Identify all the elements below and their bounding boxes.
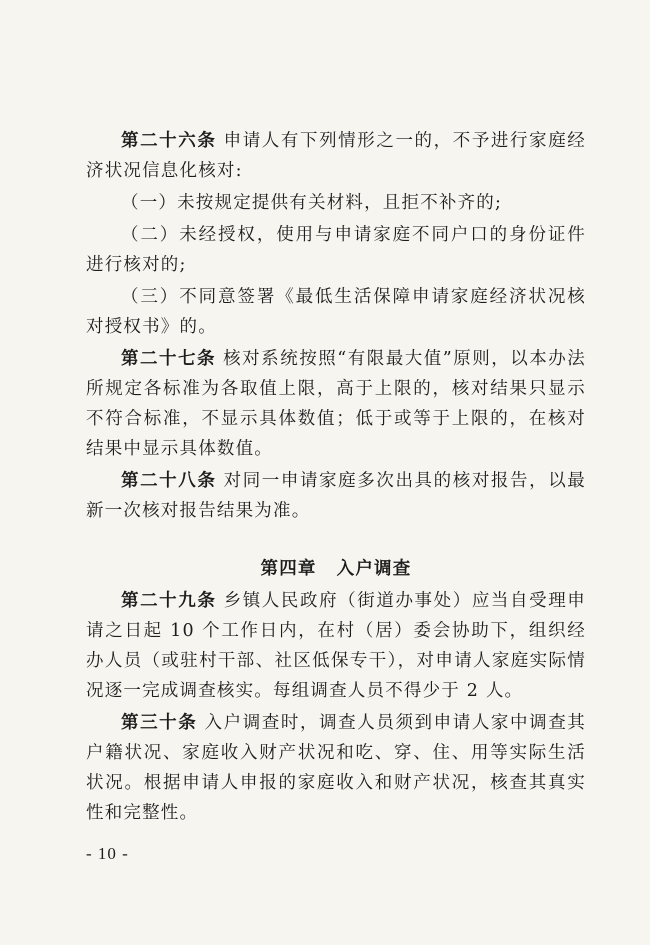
article-26-item-3: （三）不同意签署《最低生活保障申请家庭经济状况核对授权书》的。: [86, 287, 586, 337]
chapter-number: 第四章: [260, 559, 317, 579]
article-28-text: 对同一申请家庭多次出具的核对报告，以最新一次核对报告结果为准。: [86, 471, 586, 521]
chapter-heading: [86, 554, 586, 584]
article-27-label: 第二十七条: [121, 349, 217, 369]
article-27-text: 核对系统按照“有限最大值”原则，以本办法所规定各标准为各取值上限，高于上限的，核对结果只显示不符合标准，不显示具体数值；低于或等于上限的，在核对结果中显示具体数值。: [86, 349, 586, 459]
article-30: [86, 708, 586, 828]
article-26-text: 申请人有下列情形之一的，不予进行家庭经济状况信息化核对:: [86, 131, 586, 181]
article-30-label: 第三十条: [121, 713, 198, 733]
article-26-item-2: （二）未经授权，使用与申请家庭不同户口的身份证件进行核对的;: [86, 225, 586, 275]
article-29-label: 第二十九条: [121, 591, 217, 611]
article-26-item-1: （一）未按规定提供有关材料，且拒不补齐的;: [121, 193, 503, 213]
page-number: - 10 -: [86, 844, 129, 863]
article-27: [86, 344, 586, 464]
article-29: [86, 586, 586, 706]
section-gap: [86, 528, 586, 554]
article-28: [86, 466, 586, 526]
article-26: [86, 126, 586, 186]
article-28-label: 第二十八条: [121, 471, 217, 491]
document-body: [86, 126, 586, 830]
article-26-label: 第二十六条: [121, 131, 217, 151]
article-29-text: 乡镇人民政府（街道办事处）应当自受理申请之日起 10 个工作日内，在村（居）委会协助下，组织经办人员（或驻村干部、社区低保专干），对申请人家庭实际情况逐一完成调查核实。每组调查人员不得少于 2 人。: [86, 591, 586, 701]
article-30-text: 入户调查时，调查人员须到申请人家中调查其户籍状况、家庭收入财产状况和吃、穿、住、用等实际生活状况。根据申请人申报的家庭收入和财产状况，核查其真实性和完整性。: [86, 713, 586, 823]
chapter-title: 入户调查: [336, 559, 412, 579]
